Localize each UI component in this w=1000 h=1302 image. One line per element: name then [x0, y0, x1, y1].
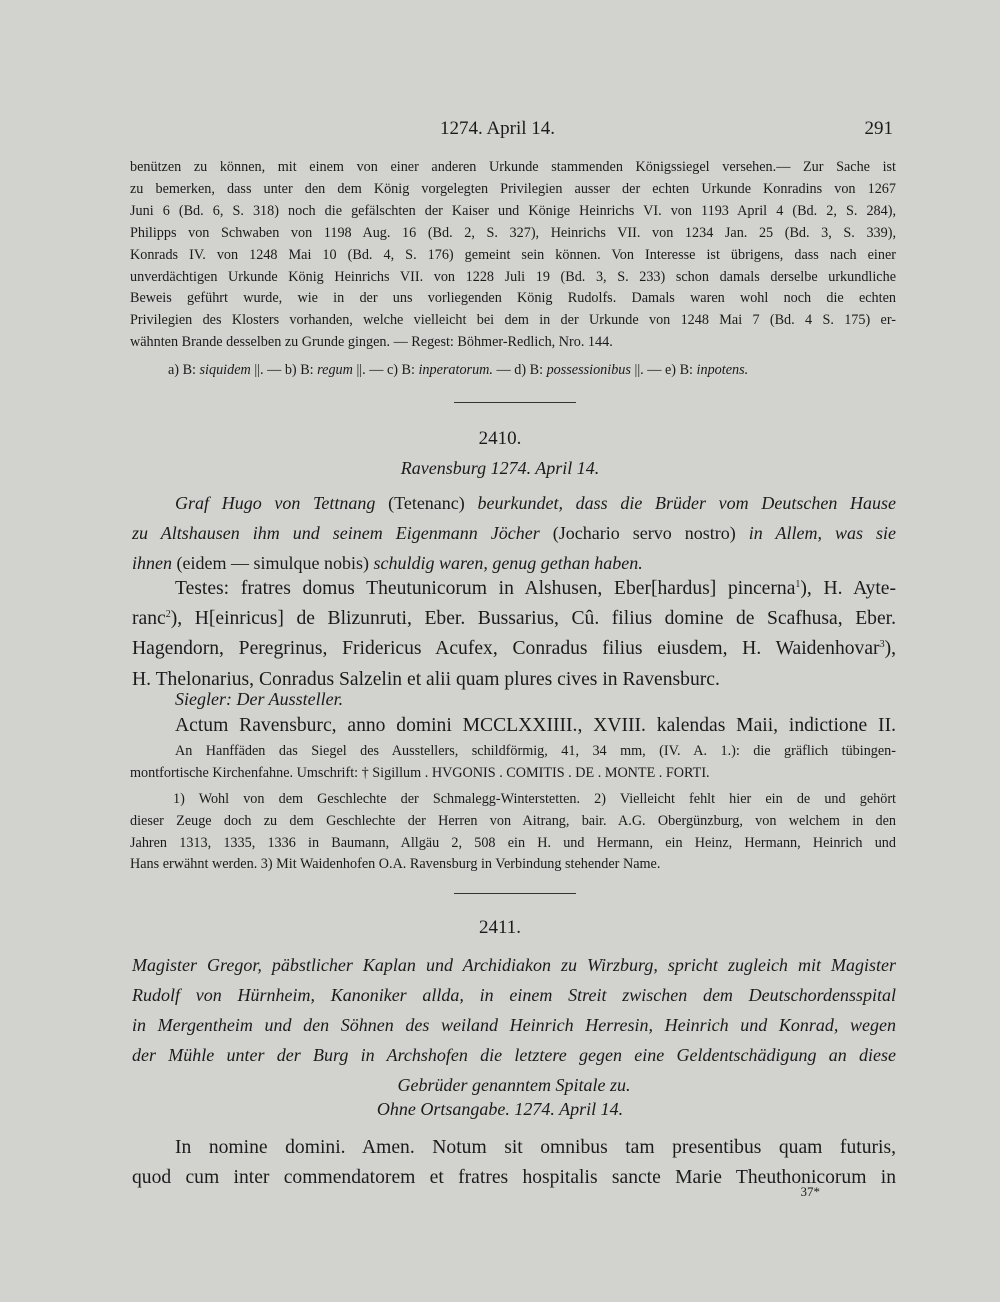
- note-dash: —: [496, 362, 511, 378]
- summary-line: in Mergentheim und den Söhnen des weiland Heinrich Herresin, Heinrich und Konrad, wegen: [132, 1015, 896, 1035]
- text-line: quod cum inter commendatorem et fratres hospitalis sancte Marie Theuthonicorum in: [132, 1167, 896, 1189]
- note-b-label: b) B:: [284, 362, 314, 378]
- summary-italic: schuldig waren, genug gethan haben.: [373, 553, 643, 573]
- note-dash: —: [369, 362, 384, 378]
- summary-line: Rudolf von Hürnheim, Kanoniker allda, in einem Streit zwischen dem Deutschordensspital: [132, 985, 896, 1005]
- intro-line: Philipps von Schwaben von 1198 Aug. 16 (Bd. 2, S. 327), Heinrichs VII. von 1234 Jan. 25 (Bd. 3, S. 339),: [130, 224, 896, 241]
- note-d-label: d) B:: [514, 362, 544, 378]
- note-c-label: c) B:: [386, 362, 415, 378]
- footnote-mark: 1: [795, 579, 801, 590]
- summary-line: [132, 518, 896, 548]
- doc-2410-seal-description-2: [130, 763, 896, 785]
- intro-paragraph: [130, 157, 896, 354]
- summary-roman: (Jochario servo nostro): [552, 523, 736, 543]
- note-dash: —: [647, 362, 662, 378]
- testes-line: [132, 604, 896, 634]
- note-d-text: possessionibus: [546, 362, 631, 378]
- footnote-line: 1) Wohl von dem Geschlechte der Schmalegg-Winterstetten. 2) Vielleicht fehlt hier ein de und gehört: [173, 791, 896, 807]
- page-number: 291: [864, 118, 893, 139]
- summary-roman: (Tetenanc): [388, 493, 465, 513]
- note-b-text: regum: [317, 362, 353, 378]
- text-line: In nomine domini. Amen. Notum sit omnibus tam presentibus quam futuris,: [175, 1137, 896, 1158]
- footnote-mark: 2: [165, 609, 171, 621]
- summary-italic: zu Altshausen ihm und seinem Eigenmann Jöcher: [132, 523, 540, 543]
- intro-line: Konrads IV. von 1248 Mai 10 (Bd. 4, S. 176) gemeint sein können. Von Interesse ist übrigens, dass nach einer: [130, 246, 896, 263]
- summary-italic: Graf Hugo von Tettnang: [175, 493, 376, 513]
- intro-line: wähnten Brande desselben zu Grunde gingen. — Regest: Böhmer-Redlich, Nro. 144.: [130, 334, 613, 351]
- footnote-line: dieser Zeuge doch zu dem Geschlechte der Herren von Aitrang, bair. A.G. Obergünzburg, von welchem in den: [130, 812, 896, 829]
- section-divider: [454, 893, 576, 894]
- testes-text: ), H[einricus] de Blizunruti, Eber. Bussarius, Cû. filius domine de Scafhusa, Eber.: [170, 608, 896, 630]
- running-header: [0, 118, 1000, 142]
- summary-line: der Mühle unter der Burg in Archshofen die letztere gegen eine Geldentschädigung an diese: [132, 1045, 896, 1065]
- doc-number-2410: 2410.: [478, 428, 522, 449]
- doc-2411-text: [132, 1133, 896, 1193]
- intro-line: zu bemerken, dass unter den dem König vorgelegten Privilegien ausser der echten Urkunde Konradins von 1267: [130, 180, 896, 197]
- footnote-mark: 3: [879, 639, 885, 651]
- footnote-line: Jahren 1313, 1335, 1336 in Baumann, Allgäu 2, 508 ein H. und Hermann, ein Heinz, Hermann, Heinrich und: [130, 834, 896, 851]
- intro-line: Beweis geführt wurde, wie in der uns vorliegenden König Rudolfs. Damals waren wohl noch die echten: [130, 290, 896, 307]
- doc-2410-testes: [132, 574, 896, 695]
- testes-text: ),: [884, 638, 896, 660]
- doc-2411-place-date: Ohne Ortsangabe. 1274. April 14.: [376, 1099, 624, 1119]
- testes-line: [132, 634, 896, 664]
- summary-italic: beurkundet, dass die Brüder vom Deutschen Hause: [477, 493, 897, 513]
- doc-2410-seal-description: [175, 741, 896, 763]
- note-c-text: inperatorum.: [418, 362, 493, 378]
- testes-line: [132, 574, 896, 604]
- summary-italic: ihnen: [132, 553, 172, 573]
- variant-notes: [168, 362, 748, 379]
- doc-2411-summary: [132, 950, 896, 1100]
- doc-number-2411: 2411.: [478, 917, 522, 938]
- intro-line: Juni 6 (Bd. 6, S. 318) noch die gefälschten der Kaiser und Könige Heinrichs VI. von 1193 April 4 (Bd. 2, S. 284),: [130, 202, 896, 219]
- intro-line: unverdächtigen Urkunde König Heinrichs VII. von 1228 Juli 19 (Bd. 3, S. 233) schon damals derselbe urkundliche: [130, 268, 896, 285]
- footnote-line: Hans erwähnt werden. 3) Mit Waidenhofen O.A. Ravensburg in Verbindung stehender Name.: [130, 856, 661, 873]
- note-separator: ||.: [634, 362, 644, 378]
- testes-text: Hagendorn, Peregrinus, Fridericus Acufex, Conradus filius eiusdem, H. Waidenhovar: [132, 638, 880, 660]
- note-e-text: inpotens.: [696, 362, 749, 378]
- doc-2410-actum: Actum Ravensburc, anno domini MCCLXXIIII., XVIII. kalendas Maii, indictione II.: [175, 715, 896, 736]
- testes-text: ranc: [132, 608, 166, 630]
- note-separator: ||.: [356, 362, 366, 378]
- note-a-label: a) B:: [168, 362, 196, 378]
- seal-line: An Hanffäden das Siegel des Ausstellers, schildförmig, 41, 34 mm, (IV. A. 1.): die gräflich tübingen-: [175, 743, 896, 759]
- seal-line: montfortische Kirchenfahne. Umschrift: † Sigillum . HVGONIS . COMITIS . DE . MONTE . FORTI.: [130, 765, 710, 781]
- note-separator: ||.: [254, 362, 264, 378]
- summary-line: [132, 488, 896, 518]
- doc-2410-place-date: Ravensburg 1274. April 14.: [400, 458, 600, 478]
- intro-line: Privilegien des Klosters vorhanden, welche vielleicht bei dem in der Urkunde von 1248 Mai 7 (Bd. 4 S. 175) er-: [130, 312, 896, 329]
- summary-line: Gebrüder genanntem Spitale zu.: [397, 1075, 631, 1095]
- doc-2410-summary: [132, 488, 896, 578]
- summary-italic: in Allem, was sie: [748, 523, 897, 543]
- note-e-label: e) B:: [665, 362, 693, 378]
- summary-line: Magister Gregor, päbstlicher Kaplan und Archidiakon zu Wirzburg, spricht zugleich mit Magister: [132, 955, 896, 975]
- doc-2410-siegler: Siegler: Der Aussteller.: [175, 689, 344, 709]
- note-dash: —: [267, 362, 282, 378]
- summary-roman: (eidem — simulque nobis): [176, 553, 369, 573]
- header-date: 1274. April 14.: [440, 118, 556, 139]
- doc-2410-footnotes: [130, 789, 896, 876]
- intro-line: benützen zu können, mit einem von einer anderen Urkunde stammenden Königssiegel versehen.— Zur Sache ist: [130, 159, 896, 175]
- signature-mark: 37*: [800, 1184, 820, 1199]
- note-a-text: siquidem: [199, 362, 251, 378]
- testes-text: ), H. Ayte-: [800, 578, 896, 599]
- section-divider: [454, 402, 576, 403]
- testes-text: Testes: fratres domus Theutunicorum in Alshusen, Eber[hardus] pincerna: [175, 578, 796, 599]
- testes-line: H. Thelonarius, Conradus Salzelin et alii quam plures cives in Ravensburc.: [132, 668, 720, 690]
